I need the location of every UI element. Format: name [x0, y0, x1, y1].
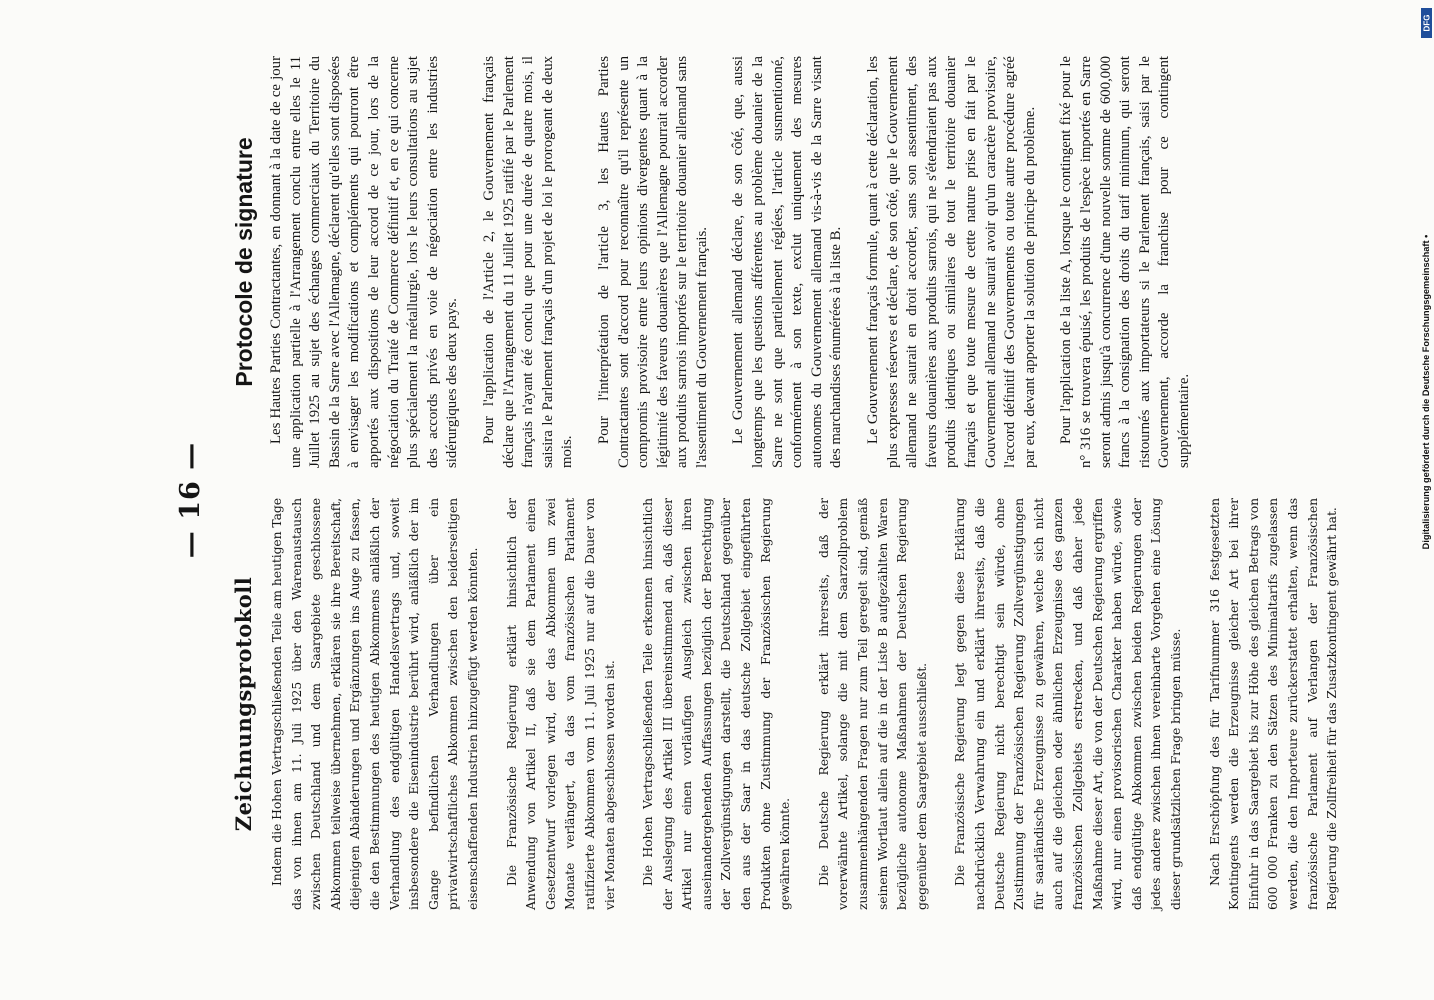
french-paragraph: Pour l'interprétation de l'article 3, les Hautes Parties Contractantes sont d'accord pour reconnaître qu'il représente un compromis provisoire entre leurs opinions divergentes quant à la légitimité des faveurs douanières que l'Allemagne pourrait accorder aux produits sarrois importés sur le territoire douanier allemand sans l'assentiment du Gouvernement français.	[595, 56, 710, 468]
german-paragraph: Die Hohen Vertragschließenden Teile erkennen hinsichtlich der Auslegung des Artikel III übereinstimmend an, daß dieser Artikel nur einen vorläufigen Ausgleich zwischen ihren auseinandergehenden Auffassungen bezüglich der Berechtigung der Zollvergünstigungen darstellt, die Deutschland gegenüber den aus der Saar in das deutsche Zollgebiet eingeführten Produkten ohne Zustimmung der Französischen Regierung gewähren könnte.	[640, 498, 793, 910]
german-paragraph: Indem die Hohen Vertragschließenden Teile am heutigen Tage das von ihnen am 11. Juli 1925 über den Warenaustausch zwischen Deutschland und dem Saargebiete geschlossene Abkommen teilweise übernehmen, erklären sie ihre Bereitschaft, diejenigen Abänderungen und Ergänzungen ins Auge zu fassen, die den Bestimmungen des heutigen Abkommens anläßlich der Verhandlung des endgültigen Handelsvertrags und, soweit insbesondere die Eisenindustrie berührt wird, anläßlich der im Gange befindlichen Verhandlungen über ein privatwirtschaftliches Abkommen zwischen den beiderseitigen eisenschaffenden Industrien hinzugefügt werden könnten.	[269, 498, 480, 910]
german-paragraph: Die Deutsche Regierung erklärt ihrerseits, daß der vorerwähnte Artikel, solange die mit dem Saarzollproblem zusammenhängenden Fragen nur zum Teil geregelt sind, gemäß seinem Wortlaut allein auf die in der Liste B aufgezählten Waren bezügliche autonome Maßnahmen der Deutschen Regierung gegenüber dem Saargebiet ausschließt.	[815, 498, 929, 910]
german-paragraph: Die Französische Regierung legt gegen diese Erklärung nachdrücklich Verwahrung ein und erklärt ihrerseits, daß die Deutsche Regierung nicht berechtigt sein würde, ohne Zustimmung der Französischen Regierung Zollvergünstigungen für saarländische Erzeugnisse zu gewähren, welche sich nicht auch auf die gleichen oder ähnlichen Erzeugnisse des ganzen französischen Zollgebiets erstrecken, und daß daher jede Maßnahme dieser Art, die von der Deutschen Regierung ergriffen wird, nur einen provisorischen Charakter haben würde, sowie daß endgültige Abkommen zwischen beiden Regierungen oder jedes andere zwischen ihnen vereinbarte Vorgehen eine Lösung dieser grundsätzlichen Frage bringen müsse.	[952, 498, 1183, 910]
german-paragraph: Nach Erschöpfung des für Tarifnummer 316 festgesetzten Kontingents werden die Erzeugnisse gleicher Art bei ihrer Einfuhr in das Saargebiet bis zur Höhe des gleichen Betrags von 600 000 Franken zu den Sätzen des Minimaltarifs zugelassen werden, die den Importeure zurückerstattet erhalten, wenn das französische Parlament auf Verlangen der Französischen Regierung die Zollfreiheit für das Zusatzkontingent gewährt hat.	[1206, 498, 1340, 910]
french-paragraph: Le Gouvernement allemand déclare, de son côté, que, aussi longtemps que les questions afférentes au problème douanier de la Sarre ne sont que partiellement réglées, l'article susmentionné, conformément à son texte, exclut uniquement des mesures autonomes du Gouvernement allemand vis-à-vis de la Sarre visant des marchandises énumérées à la liste B.	[730, 56, 845, 468]
french-paragraph: Les Hautes Parties Contractantes, en donnant à la date de ce jour une application partielle à l'Arrangement conclu entre elles le 11 Juillet 1925 au sujet des échanges commerciaux du Territoire du Bassin de la Sarre avec l'Allemagne, déclarent qu'elles sont disposées à envisager les modifications et compléments qui pourront être apportés aux dispositions de leur accord de ce jour, lors de la négociation du Traité de Commerce définitif et, en ce qui concerne plus spécialement la métallurgie, lors le leurs consultations au sujet des accords privés en voie de négociation entre les industries sidérurgiques des deux pays.	[268, 56, 461, 468]
german-title: Zeichnungsprotokoll	[231, 576, 256, 832]
page-number: — 16 —	[175, 441, 206, 559]
german-paragraph: Die Französische Regierung erklärt hinsichtlich der Anwendung von Artikel II, daß sie dem Parlament einen Gesetzentwurf vorlegen wird, der das Abkommen um zwei Monate verlängert, da das vom französischen Parlament ratifizierte Abkommen vom 11. Juli 1925 nur auf die Dauer von vier Monaten abgeschlossen worden ist.	[503, 498, 617, 910]
french-column	[229, 56, 1259, 468]
french-paragraph: Pour l'application de la liste A, lorsque le contingent fixé pour le n° 316 se trouvera épuisé, les produits de l'espèce importés en Sarre seront admis jusqu'à concurrence d'une nouvelle somme de 600,000 francs à la consignation des droits du tarif minimum, qui seront ristournés aux importateurs si le Parlement français, saisi par le Gouvernement, accorde la franchise pour ce contingent supplémentaire.	[1058, 56, 1192, 468]
dfg-logo	[1421, 8, 1432, 38]
french-paragraph: Pour l'application de l'Article 2, le Gouvernement français déclare que l'Arrangement du 11 Juillet 1925 ratifié par le Parlement français n'ayant été conclu que pour une durée de quatre mois, il saisira le Parlement français d'un projet de loi le prorogeant de deux mois.	[480, 56, 576, 468]
french-paragraph: Le Gouvernement français formule, quant à cette déclaration, les plus expresses réserves et déclare, de son côté, que le Gouvernement allemand ne saurait en droit accorder, sans son assentiment, des faveurs douanières aux produits sarrois, qui ne s'étendraient pas aux produits identiques ou similaires de tout le territoire douanier français et que toute mesure de cette nature prise en fait par le Gouvernement allemand ne saurait avoir qu'un caractère provisoire, l'accord définitif des Gouvernements ou toute autre procédure agréé par eux, devant apporter la solution de principe du problème.	[865, 56, 1038, 468]
rotated-document-page	[137, 56, 1340, 910]
french-title: Protocole de signature	[231, 137, 257, 387]
credit-text: Digitalisierung gefördert durch die Deutsche Forschungsgemeinschaft •	[1421, 234, 1431, 550]
german-column	[229, 498, 1340, 910]
dfg-logo-text: DFG	[1422, 14, 1431, 32]
digitization-credit	[1419, 0, 1434, 1000]
